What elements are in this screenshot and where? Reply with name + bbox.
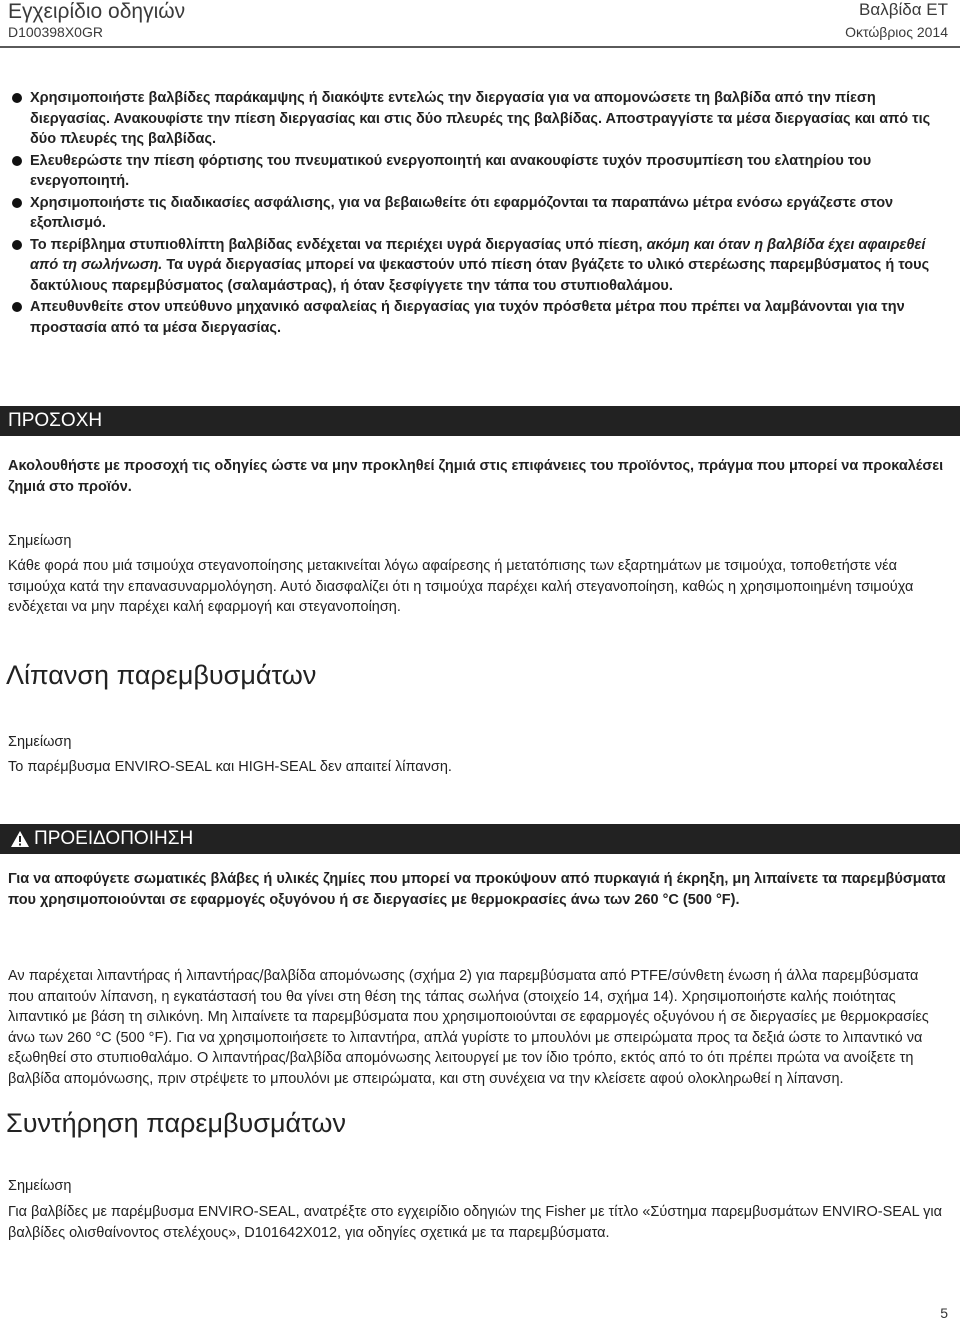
list-item: Απευθυνθείτε στον υπεύθυνο μηχανικό ασφαλείας ή διεργασίας για τυχόν πρόσθετα μέτρα που πρέπει να λαμβάνονται για την προστασία από τα μέσα διεργασίας. (10, 297, 945, 338)
caution-title: ΠΡΟΣΟΧΗ (8, 410, 103, 431)
document-code: D100398X0GR (8, 24, 103, 40)
product-name: Βαλβίδα ET (859, 0, 948, 19)
caution-banner (0, 406, 960, 436)
warning-icon (10, 830, 30, 848)
document-date: Οκτώβριος 2014 (845, 24, 948, 40)
bullet-icon (12, 93, 22, 103)
manual-title: Εγχειρίδιο οδηγιών (8, 0, 186, 23)
safety-bullet-list (10, 88, 945, 338)
page-number: 5 (940, 1305, 948, 1321)
note-label: Σημείωση (8, 533, 72, 549)
list-item: Ελευθερώστε την πίεση φόρτισης του πνευματικού ενεργοποιητή και ανακουφίστε τυχόν προσυμπίεση του ελατηρίου του ενεργοποιητή. (10, 151, 945, 192)
header-divider (0, 46, 960, 48)
bullet-icon (12, 302, 22, 312)
note-label: Σημείωση (8, 1178, 72, 1194)
lubrication-paragraph: Αν παρέχεται λιπαντήρας ή λιπαντήρας/βαλβίδα απομόνωσης (σχήμα 2) για παρεμβύσματα από PTFE/σύνθετη ένωση ή άλλα παρεμβύσματα που απαιτούν λίπανση, η εγκατάστασή του θα γίνει στη θέση της τάπας σωλήνα (στοιχείο 14, σχήμα 14). Χρησιμοποιήστε καλής ποιότητας λιπαντικό με βάση τη σιλικόνη. Μη λιπαίνετε τα παρεμβύσματα που χρησιμοποιούνται σε εφαρμογές οξυγόνου ή σε διεργασίες με θερμοκρασίες άνω των 260 °C (500 °F). Για να χρησιμοποιήσετε το λιπαντήρα, απλά γυρίστε το μπουλόνι με σπειρώματα προς τα δεξιά ώστε το λιπαντικό να εξωθηθεί στο στυπιοθαλάμο. Ο λιπαντήρας/βαλβίδα απομόνωσης λειτουργεί με τον ίδιο τρόπο, εκτός από το ότι πρέπει πρώτα να ανοίξετε τη βαλβίδα απομόνωσης, πριν στρέψετε το μπουλόνι με σπειρώματα, και στη συνέχεια να την κλείσετε αφού ολοκληρωθεί η λίπανση. (8, 968, 929, 1087)
bullet-icon (12, 156, 22, 166)
warning-title: ΠΡΟΕΙΔΟΠΟΙΗΣΗ (34, 828, 194, 849)
warning-text: Για να αποφύγετε σωματικές βλάβες ή υλικές ζημίες που μπορεί να προκύψουν από πυρκαγιά ή έκρηξη, μη λιπαίνετε τα παρεμβύσματα που χρησιμοποιούνται σε εφαρμογές οξυγόνου ή σε διεργασίες με θερμοκρασίες άνω των 260 °C (500 °F). (8, 871, 946, 908)
note-text: Για βαλβίδες με παρέμβυσμα ENVIRO-SEAL, ανατρέξτε στο εγχειρίδιο οδηγιών της Fisher με τίτλο «Σύστημα παρεμβυσμάτων ENVIRO-SEAL για βαλβίδες ολισθαίνοντος στελέχους», D101642X012, για οδηγίες σχετικά με τα παρεμβύσματα. (8, 1204, 942, 1241)
note-text: Κάθε φορά που μιά τσιμούχα στεγανοποίησης μετακινείται λόγω αφαίρεσης ή μετατόπισης των εξαρτημάτων με τσιμούχα, τοποθετήστε νέα τσιμούχα κατά την επανασυναρμολόγηση. Αυτό διασφαλίζει ότι η τσιμούχα παρέχει καλή στεγανοποίηση, καθώς η χρησιμοποιημένη τσιμούχα ενδέχεται να μην παρέχει καλή εφαρμογή και στεγανοποίηση. (8, 558, 914, 615)
note-label: Σημείωση (8, 734, 72, 750)
list-item: Χρησιμοποιήστε βαλβίδες παράκαμψης ή διακόψτε εντελώς την διεργασία για να απομονώσετε τη βαλβίδα από την πίεση διεργασίας. Ανακουφίστε την πίεση διεργασίας και στις δύο πλευρές της βαλβίδας. Αποστραγγίστε τα μέσα διεργασίας και από τις δύο πλευρές της βαλβίδας. (10, 88, 945, 150)
warning-banner (0, 824, 960, 854)
note-text: Το παρέμβυσμα ENVIRO-SEAL και HIGH-SEAL δεν απαιτεί λίπανση. (8, 759, 452, 775)
list-item: Το περίβλημα στυπιοθλίπτη βαλβίδας ενδέχεται να περιέχει υγρά διεργασίας υπό πίεση, ακόμη και όταν η βαλβίδα έχει αφαιρεθεί από τη σωλήνωση. Τα υγρά διεργασίας μπορεί να ψεκαστούν υπό πίεση όταν βγάζετε το υλικό στερέωσης παρεμβύσματος ή τους δακτύλιους παρεμβύσματος (σαλαμάστρας), ή όταν ξεσφίγγετε την τάπα του στυπιοθαλάμου. (10, 235, 945, 297)
caution-text: Ακολουθήστε με προσοχή τις οδηγίες ώστε να μην προκληθεί ζημιά στις επιφάνειες του προϊόντος, πράγμα που μπορεί να προκαλέσει ζημιά στο προϊόν. (8, 458, 944, 495)
list-item: Χρησιμοποιήστε τις διαδικασίες ασφάλισης, για να βεβαιωθείτε ότι εφαρμόζονται τα παραπάνω μέτρα ενόσω εργάζεστε στον εξοπλισμό. (10, 193, 945, 234)
section-heading-maintenance: Συντήρηση παρεμβυσμάτων (6, 1108, 346, 1138)
bullet-icon (12, 240, 22, 250)
bullet-icon (12, 198, 22, 208)
section-heading-lubrication: Λίπανση παρεμβυσμάτων (6, 660, 317, 690)
